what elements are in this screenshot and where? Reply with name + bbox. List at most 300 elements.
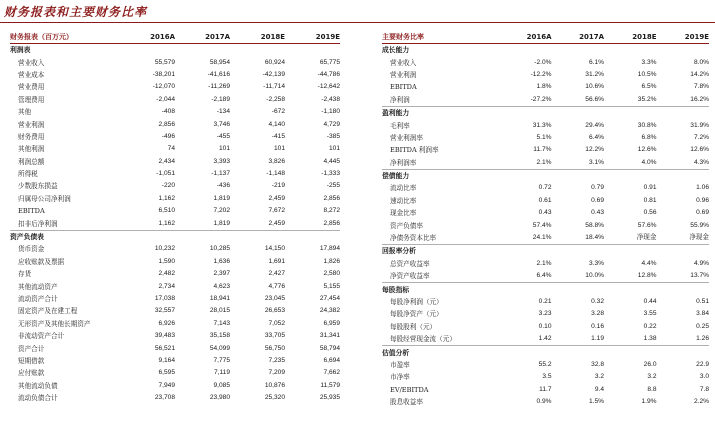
cell-value: -2.0% [534, 58, 552, 66]
cell-value: 10,285 [209, 245, 230, 253]
cell-value: 35,158 [209, 332, 230, 340]
cell-value: 6.1% [588, 58, 604, 66]
cell-value: 6.5% [641, 83, 657, 91]
cell-value: 1,162 [158, 194, 175, 202]
cell-value: 1,819 [213, 219, 230, 227]
cell-value: 0.10 [538, 322, 552, 330]
cell-value: 1.5% [588, 398, 604, 406]
cell-value: 3.28 [591, 310, 604, 318]
cell-value [552, 106, 605, 119]
section-label: 回报率分析 [382, 245, 499, 258]
row-label: 营业利润 [390, 70, 417, 79]
table-row [10, 367, 340, 379]
cell-value: 4.9% [693, 259, 709, 267]
cell-value: 7,662 [323, 369, 340, 377]
cell-value: 25,320 [264, 394, 285, 402]
section-label: 每股指标 [382, 283, 499, 296]
cell-value: 57.4% [532, 221, 552, 229]
header-year: 2018E [260, 32, 285, 41]
cell-value: 5,155 [323, 282, 340, 290]
cell-value: 25,935 [319, 394, 340, 402]
table-row [10, 56, 340, 68]
cell-value: 6,510 [158, 207, 175, 215]
cell-value [120, 44, 175, 57]
cell-value [552, 169, 605, 182]
row-label: 其他流动资产 [18, 282, 58, 291]
cell-value: 0.79 [591, 184, 604, 192]
cell-value: -27.2% [530, 95, 552, 103]
cell-value: -2,438 [321, 95, 340, 103]
financial-ratios-body [382, 44, 709, 409]
row-label: 管理费用 [18, 95, 45, 104]
row-label: 资产负债率 [390, 221, 423, 230]
cell-value [499, 106, 552, 119]
table-row [382, 232, 709, 245]
table-row [382, 270, 709, 283]
cell-value [552, 44, 605, 57]
cell-value: -1,148 [266, 170, 285, 178]
table-header-row [10, 30, 340, 44]
financial-ratios-table [382, 30, 709, 408]
cell-value: 17,038 [154, 295, 175, 302]
cell-value: 12.8% [637, 272, 657, 280]
table-row [10, 330, 340, 342]
cell-value: 9,164 [158, 356, 175, 364]
cell-value: 3.84 [696, 310, 709, 318]
cell-value: 2,434 [158, 157, 175, 165]
row-label: 归属母公司净利润 [18, 194, 71, 203]
cell-value: 16.2% [690, 95, 709, 103]
cell-value: 101 [273, 145, 285, 153]
cell-value: 29.4% [585, 121, 604, 129]
cell-value: 6.4% [588, 133, 604, 141]
cell-value: -219 [271, 182, 285, 190]
row-label: 每股净资产（元） [390, 310, 443, 319]
cell-value [285, 44, 340, 57]
cell-value: 32,557 [154, 307, 175, 315]
cell-value: 24.1% [532, 234, 552, 242]
cell-value: 28,015 [209, 307, 230, 315]
row-label: 速动比率 [390, 196, 417, 205]
cell-value: 17,894 [319, 245, 340, 253]
cell-value: 0.43 [538, 209, 552, 217]
cell-value: 0.16 [591, 322, 604, 330]
cell-value [604, 106, 657, 119]
cell-value: 33,705 [264, 332, 285, 340]
cell-value [499, 169, 552, 182]
row-label: 营业利润 [18, 120, 45, 129]
cell-value: 6.4% [536, 272, 552, 280]
cell-value: -672 [271, 108, 285, 116]
cell-value: 0.56 [643, 209, 657, 217]
cell-value: 31.3% [532, 121, 552, 129]
row-label: 营业成本 [18, 70, 45, 79]
table-row [382, 258, 709, 270]
cell-value: 6.8% [641, 133, 657, 141]
cell-value: 7,202 [213, 207, 230, 215]
row-label: 净债务资本比率 [390, 234, 437, 243]
cell-value: 1.26 [696, 335, 709, 343]
row-label: 货币资金 [18, 245, 45, 254]
cell-value: 2,459 [268, 194, 285, 202]
cell-value [499, 44, 552, 57]
cell-value: 3.23 [538, 310, 552, 318]
row-label: 少数股东损益 [18, 182, 58, 191]
cell-value: 26.0 [643, 360, 657, 368]
cell-value: 7,143 [213, 319, 230, 327]
cell-value: 7.2% [693, 133, 709, 141]
cell-value: 35.2% [637, 95, 657, 103]
row-label: 流动资产合计 [18, 295, 58, 303]
cell-value: -11,714 [263, 83, 285, 91]
cell-value: -38,201 [152, 70, 175, 78]
row-label: 非流动资产合计 [18, 332, 65, 341]
row-label: EBITDA 利润率 [390, 146, 439, 155]
cell-value [604, 346, 657, 359]
cell-value: -1,333 [321, 170, 340, 178]
row-label: EV/EBITDA [390, 385, 429, 394]
cell-value: 4.4% [641, 259, 657, 267]
table-row [10, 168, 340, 180]
row-label: 每股股利（元） [390, 322, 437, 331]
cell-value: 31.9% [690, 121, 709, 129]
cell-value: -2,189 [211, 95, 230, 103]
cell-value: 2.1% [536, 259, 552, 267]
cell-value [499, 245, 552, 258]
cell-value: 0.72 [538, 184, 552, 192]
cell-value: 7,119 [213, 369, 230, 377]
cell-value: 4,445 [323, 157, 340, 165]
cell-value: 11.7% [533, 146, 552, 154]
section-label: 估值分析 [382, 346, 499, 359]
cell-value: -12,070 [152, 83, 175, 91]
row-label: 流动比率 [390, 184, 417, 193]
cell-value: 101 [328, 145, 340, 153]
cell-value: 0.22 [643, 322, 657, 330]
section-header-row [382, 346, 709, 359]
cell-value: -42,139 [262, 70, 285, 78]
header-year: 2019E [315, 32, 340, 41]
row-label: 应付账款 [18, 369, 45, 378]
cell-value: 2,734 [158, 282, 175, 290]
cell-value: 101 [218, 145, 230, 153]
cell-value: 4,140 [268, 120, 285, 128]
row-label: 所得税 [18, 170, 38, 179]
header-year: 2018E [632, 32, 657, 41]
cell-value [230, 230, 285, 243]
table-row [10, 94, 340, 106]
cell-value: 7,775 [213, 356, 230, 364]
row-label: 扣非后净利润 [18, 219, 58, 228]
row-label: 无形资产及其他长期资产 [18, 319, 91, 328]
row-label: 应收账款及票据 [18, 257, 65, 266]
table-row [10, 342, 340, 354]
section-header-row [10, 44, 340, 57]
cell-value: -255 [326, 182, 340, 190]
cell-value [552, 283, 605, 296]
table-header-row [382, 30, 709, 44]
table-row [382, 396, 709, 408]
header-year: 2019E [684, 32, 709, 41]
cell-value [552, 245, 605, 258]
table-row [382, 69, 709, 81]
cell-value: 3,826 [268, 157, 285, 165]
row-label: 总资产收益率 [390, 259, 430, 268]
cell-value: 4,776 [268, 282, 285, 290]
cell-value: 27,454 [319, 295, 340, 302]
cell-value: 0.43 [591, 209, 604, 217]
cell-value: 4.3% [693, 158, 709, 166]
cell-value [657, 245, 710, 258]
cell-value [175, 230, 230, 243]
cell-value: -41,616 [207, 70, 230, 78]
cell-value: 4.0% [641, 158, 657, 166]
cell-value: 22.9 [696, 360, 709, 368]
row-label: 每股经营现金流（元） [390, 335, 456, 344]
cell-value: 7.8% [693, 83, 709, 91]
header-year: 2016A [526, 32, 552, 41]
header-year: 2017A [579, 32, 604, 41]
cell-value: 12.6% [637, 146, 657, 154]
cell-value [285, 230, 340, 243]
table-row [10, 380, 340, 392]
row-label: 财务费用 [18, 132, 45, 141]
section-label: 资产负债表 [10, 230, 120, 243]
cell-value: 3,393 [213, 157, 230, 165]
cell-value: -2,258 [266, 95, 285, 103]
header-year: 2017A [205, 32, 230, 41]
cell-value: 7,052 [268, 319, 285, 327]
row-label: 其他利润 [18, 145, 45, 154]
cell-value: 2.2% [693, 398, 709, 406]
row-label: 毛利率 [390, 121, 410, 130]
cell-value: 1.42 [538, 335, 552, 343]
table-row [10, 81, 340, 93]
cell-value: 10.5% [637, 70, 657, 78]
cell-value: 0.51 [696, 298, 709, 305]
financial-ratios-panel [382, 30, 709, 408]
cell-value [604, 245, 657, 258]
row-label: 利润总额 [18, 157, 45, 166]
cell-value: 32.8 [591, 360, 604, 368]
cell-value: -415 [271, 132, 285, 140]
cell-value: -496 [161, 132, 175, 140]
cell-value: -1,180 [321, 108, 340, 116]
cell-value: 31.2% [585, 70, 604, 78]
row-label: 股息收益率 [390, 398, 423, 407]
cell-value: -11,269 [208, 83, 230, 91]
page-title: 财务报表和主要财务比率 [4, 5, 148, 19]
table-row [10, 69, 340, 81]
table-row [10, 305, 340, 317]
cell-value: -44,786 [317, 70, 340, 78]
cell-value: 24,382 [319, 307, 340, 315]
cell-value: 1,819 [213, 194, 230, 202]
cell-value: 6,926 [158, 319, 175, 327]
cell-value [552, 346, 605, 359]
cell-value: 3.3% [641, 58, 657, 66]
cell-value: 1.9% [641, 398, 657, 406]
cell-value: 6,959 [323, 319, 340, 327]
table-row [382, 157, 709, 170]
cell-value [604, 169, 657, 182]
table-row [10, 156, 340, 168]
cell-value: 5.1% [536, 133, 552, 141]
row-label: 营业收入 [18, 58, 45, 67]
cell-value: -220 [161, 182, 175, 190]
cell-value: 0.91 [643, 184, 657, 192]
cell-value: 9,085 [213, 381, 230, 389]
row-label: 营业收入 [390, 58, 417, 67]
table-row [10, 180, 340, 192]
cell-value: 11,579 [320, 381, 340, 389]
table-row [10, 118, 340, 130]
row-label: 营业利润率 [390, 133, 423, 142]
cell-value: 10.0% [585, 272, 604, 280]
cell-value [604, 283, 657, 296]
cell-value: 0.9% [536, 398, 552, 406]
cell-value: 39,483 [154, 332, 175, 340]
table-row [10, 193, 340, 205]
cell-value: 12.2% [585, 146, 604, 154]
cell-value: 3.5 [542, 373, 552, 381]
row-label: 净利润 [390, 95, 410, 104]
cell-value: 3.2 [647, 373, 657, 381]
table-row [382, 359, 709, 371]
table-row [10, 318, 340, 330]
row-label: 存货 [18, 270, 32, 279]
cell-value: 0.25 [696, 322, 709, 330]
header-label: 主要财务比率 [382, 32, 424, 41]
cell-value: 2.1% [536, 158, 552, 166]
table-row [382, 182, 709, 194]
cell-value: 2,856 [158, 120, 175, 128]
cell-value [230, 44, 285, 57]
cell-value: 1,826 [323, 257, 340, 265]
cell-value: 58.8% [585, 221, 604, 229]
cell-value: 18,941 [209, 295, 230, 302]
row-label: 资产合计 [18, 344, 45, 353]
table-row [382, 384, 709, 396]
cell-value: 55.9% [690, 221, 709, 229]
row-label: EBITDA [390, 83, 417, 92]
cell-value: -12.2% [530, 70, 552, 78]
table-row [10, 268, 340, 280]
section-header-row [382, 106, 709, 119]
table-row [382, 132, 709, 144]
section-label: 偿债能力 [382, 169, 499, 182]
cell-value: 23,708 [154, 394, 175, 402]
cell-value: 23,980 [209, 394, 230, 402]
cell-value: 8.8 [647, 385, 657, 393]
cell-value: 6,694 [323, 356, 340, 364]
cell-value: 2,580 [323, 270, 340, 278]
cell-value: 2,482 [158, 270, 175, 278]
cell-value: 4,729 [323, 120, 340, 128]
cell-value: 1.38 [643, 335, 657, 343]
section-header-row [382, 169, 709, 182]
table-row [10, 243, 340, 255]
row-label: EBITDA [18, 207, 45, 216]
cell-value [657, 44, 710, 57]
cell-value: 31,341 [319, 332, 340, 340]
cell-value: 23,045 [264, 295, 285, 302]
financial-statements-panel [10, 30, 340, 404]
section-label: 盈利能力 [382, 106, 499, 119]
section-label: 成长能力 [382, 46, 410, 55]
cell-value: 2,397 [213, 270, 230, 278]
cell-value: 0.61 [538, 196, 552, 204]
section-header-row [382, 44, 709, 57]
row-label: 其他 [18, 108, 32, 117]
row-label: 市净率 [390, 373, 410, 382]
table-row [10, 205, 340, 217]
section-label: 利润表 [10, 46, 31, 55]
cell-value: 2,427 [268, 270, 285, 278]
table-row [382, 94, 709, 107]
cell-value: 7.8 [699, 385, 709, 393]
table-row [10, 131, 340, 143]
cell-value: 2,459 [268, 219, 285, 227]
cell-value: 56,750 [264, 344, 285, 352]
table-row [382, 321, 709, 333]
table-row [382, 119, 709, 131]
table-row [10, 293, 340, 305]
section-header-row [382, 283, 709, 296]
cell-value: 3.0 [699, 373, 709, 381]
cell-value: 54,099 [209, 344, 230, 352]
cell-value: -12,642 [317, 83, 340, 91]
cell-value [657, 283, 710, 296]
cell-value: 10,232 [154, 245, 175, 253]
table-row [382, 81, 709, 93]
cell-value: 1,636 [213, 257, 230, 265]
table-row [382, 308, 709, 320]
cell-value: 8,272 [323, 207, 340, 215]
cell-value: 2,856 [323, 219, 340, 227]
table-row [382, 195, 709, 207]
cell-value: 0.44 [643, 298, 657, 305]
cell-value: 30.8% [637, 121, 657, 129]
cell-value: 3.55 [643, 310, 657, 318]
cell-value: 60,924 [264, 58, 285, 66]
cell-value [175, 44, 230, 57]
cell-value: 26,653 [264, 307, 285, 315]
cell-value: 65,775 [319, 58, 340, 66]
cell-value: 3.3% [588, 259, 604, 267]
cell-value: 58,954 [209, 58, 230, 66]
cell-value: 0.32 [591, 298, 604, 305]
header-label: 财务报表（百万元） [10, 32, 73, 41]
cell-value: 1,162 [158, 219, 175, 227]
cell-value: 56,521 [154, 344, 175, 352]
cell-value: 1.8% [536, 83, 552, 91]
cell-value: 7,949 [158, 381, 175, 389]
cell-value: 7,672 [268, 207, 285, 215]
row-label: 营业费用 [18, 83, 45, 92]
cell-value: 1.06 [696, 184, 709, 192]
cell-value: 12.6% [690, 146, 709, 154]
row-label: 每股净利润（元） [390, 298, 443, 306]
table-row [10, 106, 340, 118]
table-row [382, 207, 709, 219]
cell-value [657, 106, 710, 119]
cell-value [499, 283, 552, 296]
cell-value: 11.7 [539, 385, 552, 393]
cell-value: 0.21 [538, 298, 552, 305]
table-row [382, 219, 709, 231]
cell-value: -455 [216, 132, 230, 140]
